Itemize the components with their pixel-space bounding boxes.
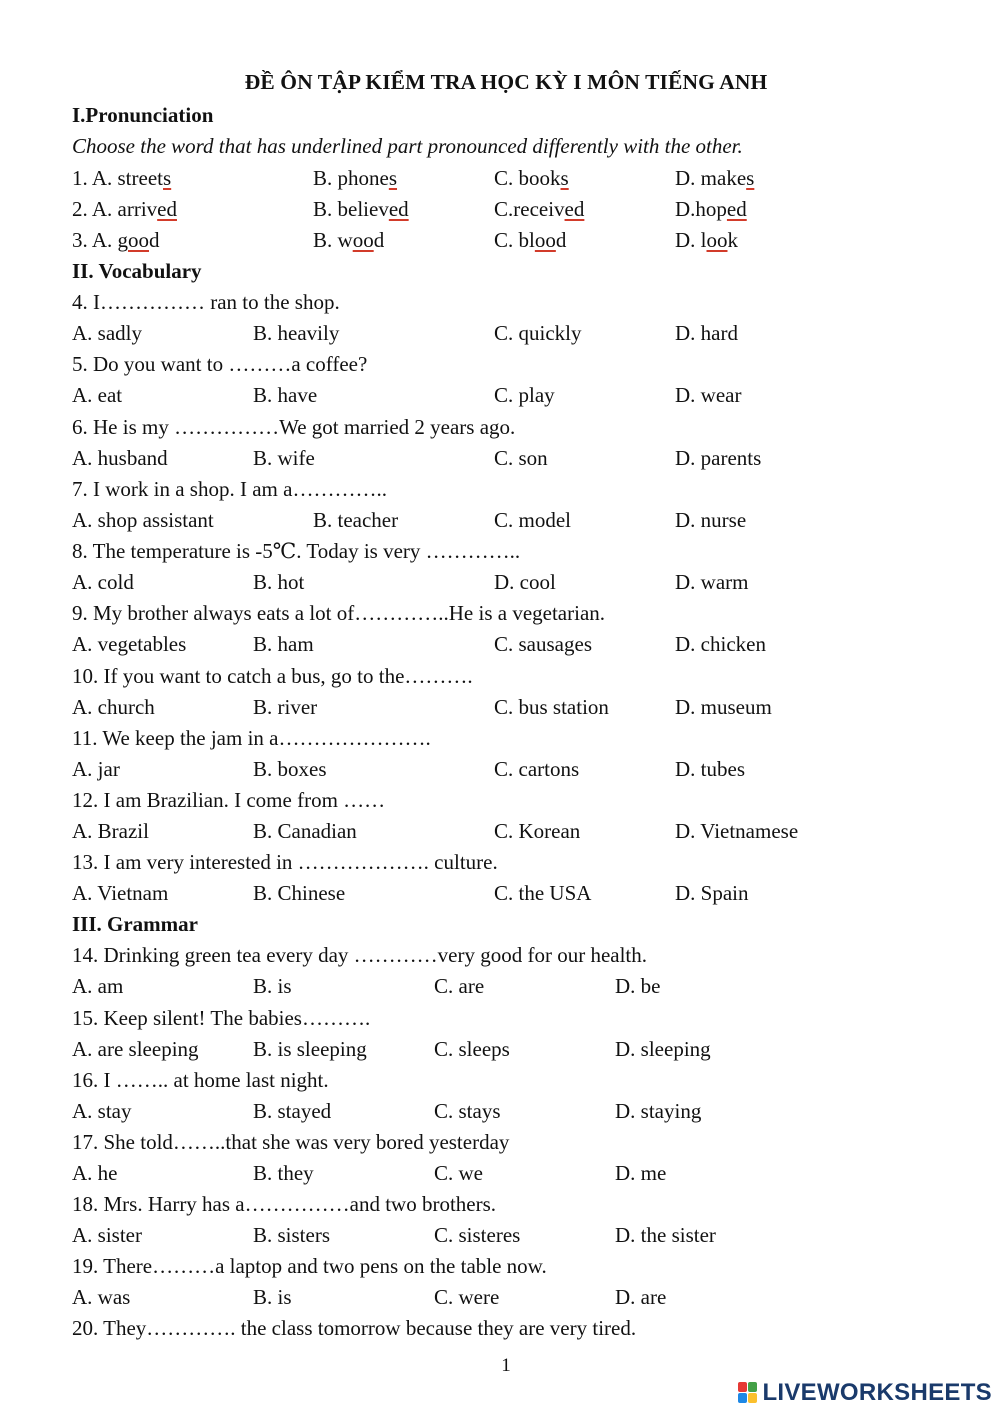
option-d[interactable]: D. are bbox=[615, 1285, 667, 1309]
option-c[interactable]: C. Korean bbox=[494, 819, 581, 843]
section-heading-vocabulary: II. Vocabulary bbox=[72, 259, 202, 283]
q3-option-c[interactable]: C. blood bbox=[494, 228, 567, 252]
option-c[interactable]: C. play bbox=[494, 383, 555, 407]
logo-square-yellow bbox=[748, 1393, 757, 1403]
option-a[interactable]: A. he bbox=[72, 1161, 118, 1185]
option-b[interactable]: B. Canadian bbox=[253, 819, 357, 843]
option-a[interactable]: A. eat bbox=[72, 383, 123, 407]
question-stem: 5. Do you want to ………a coffee? bbox=[72, 352, 368, 376]
option-a[interactable]: A. husband bbox=[72, 446, 168, 470]
option-b[interactable]: B. Chinese bbox=[253, 881, 346, 905]
question-stem: 18. Mrs. Harry has a……………and two brothers. bbox=[72, 1192, 497, 1216]
underlined-part: s bbox=[560, 166, 569, 190]
q2-option-c[interactable]: C.received bbox=[494, 197, 585, 221]
option-c[interactable]: C. model bbox=[494, 508, 571, 532]
question-stem: 10. If you want to catch a bus, go to the………. bbox=[72, 664, 473, 688]
underlined-part: oo bbox=[706, 228, 728, 252]
page-title: ĐỀ ÔN TẬP KIỂM TRA HỌC KỲ I MÔN TIẾNG ANH bbox=[244, 70, 768, 94]
option-c[interactable]: C. we bbox=[434, 1161, 483, 1185]
option-b[interactable]: B. is bbox=[253, 974, 292, 998]
logo-square-blue bbox=[738, 1393, 747, 1403]
option-a[interactable]: A. am bbox=[72, 974, 124, 998]
underlined-part: oo bbox=[128, 228, 150, 252]
option-b[interactable]: B. boxes bbox=[253, 757, 327, 781]
option-d[interactable]: D. the sister bbox=[615, 1223, 716, 1247]
logo-text: LIVEWORKSHEETS bbox=[762, 1379, 992, 1406]
question-stem: 20. They…………. the class tomorrow because they are very tired. bbox=[72, 1316, 637, 1340]
option-a[interactable]: A. cold bbox=[72, 570, 134, 594]
underlined-part: s bbox=[746, 166, 755, 190]
section-heading-grammar: III. Grammar bbox=[72, 912, 198, 936]
option-d[interactable]: D. be bbox=[615, 974, 661, 998]
q1-option-c[interactable]: C. books bbox=[494, 166, 569, 190]
option-d[interactable]: D. hard bbox=[675, 321, 738, 345]
option-b[interactable]: B. they bbox=[253, 1161, 314, 1185]
option-c[interactable]: C. sleeps bbox=[434, 1037, 510, 1061]
option-c[interactable]: C. bus station bbox=[494, 695, 609, 719]
option-d[interactable]: D. wear bbox=[675, 383, 742, 407]
question-stem: 15. Keep silent! The babies………. bbox=[72, 1006, 371, 1030]
option-a[interactable]: A. stay bbox=[72, 1099, 132, 1123]
option-b[interactable]: B. teacher bbox=[313, 508, 399, 532]
pronunciation-instruction: Choose the word that has underlined part pronounced differently with the other. bbox=[72, 134, 743, 158]
question-stem: 8. The temperature is -5℃. Today is very ………….. bbox=[72, 539, 521, 563]
underlined-part: oo bbox=[352, 228, 374, 252]
option-b[interactable]: B. sisters bbox=[253, 1223, 331, 1247]
question-stem: 9. My brother always eats a lot of…………..He is a vegetarian. bbox=[72, 601, 606, 625]
question-stem: 4. I…………… ran to the shop. bbox=[72, 290, 340, 314]
option-a[interactable]: A. church bbox=[72, 695, 155, 719]
question-stem: 17. She told……..that she was very bored yesterday bbox=[72, 1130, 510, 1154]
question-stem: 7. I work in a shop. I am a………….. bbox=[72, 477, 387, 501]
underlined-part: ed bbox=[726, 197, 747, 221]
underlined-part: oo bbox=[534, 228, 556, 252]
option-c[interactable]: C. were bbox=[434, 1285, 500, 1309]
logo-icon bbox=[738, 1382, 758, 1404]
option-b[interactable]: B. river bbox=[253, 695, 318, 719]
underlined-part: s bbox=[388, 166, 398, 190]
option-d[interactable]: D. museum bbox=[675, 695, 772, 719]
option-c[interactable]: C. son bbox=[494, 446, 548, 470]
option-b[interactable]: B. hot bbox=[253, 570, 305, 594]
option-a[interactable]: A. was bbox=[72, 1285, 131, 1309]
question-stem: 11. We keep the jam in a…………………. bbox=[72, 726, 431, 750]
option-a[interactable]: A. are sleeping bbox=[72, 1037, 199, 1061]
underlined-part: ed bbox=[388, 197, 409, 221]
option-a[interactable]: A. shop assistant bbox=[72, 508, 214, 532]
q1-option-b[interactable]: B. phones bbox=[313, 166, 398, 190]
liveworksheets-logo bbox=[738, 1378, 992, 1408]
option-c[interactable]: C. quickly bbox=[494, 321, 582, 345]
q1-option-d[interactable]: D. makes bbox=[675, 166, 755, 190]
option-a[interactable]: A. sister bbox=[72, 1223, 142, 1247]
option-a[interactable]: A. sadly bbox=[72, 321, 142, 345]
option-c[interactable]: C. stays bbox=[434, 1099, 501, 1123]
underlined-part: ed bbox=[564, 197, 585, 221]
option-c[interactable]: C. sisteres bbox=[434, 1223, 521, 1247]
q2-option-a[interactable]: 2. A. arrived bbox=[72, 197, 177, 221]
option-d[interactable]: D. nurse bbox=[675, 508, 747, 532]
option-b[interactable]: B. is bbox=[253, 1285, 292, 1309]
q3-option-b[interactable]: B. wood bbox=[313, 228, 385, 252]
logo-square-green bbox=[748, 1382, 757, 1392]
underlined-part: ed bbox=[157, 197, 177, 221]
option-a[interactable]: A. Vietnam bbox=[72, 881, 169, 905]
section-heading-pronunciation: I.Pronunciation bbox=[72, 103, 214, 127]
option-b[interactable]: B. wife bbox=[253, 446, 315, 470]
option-d[interactable]: D. chicken bbox=[675, 632, 766, 656]
option-b[interactable]: B. is sleeping bbox=[253, 1037, 367, 1061]
option-b[interactable]: B. ham bbox=[253, 632, 314, 656]
option-c[interactable]: D. cool bbox=[494, 570, 556, 594]
question-stem: 12. I am Brazilian. I come from …… bbox=[72, 788, 386, 812]
option-c[interactable]: C. cartons bbox=[494, 757, 580, 781]
question-stem: 13. I am very interested in ………………. culture. bbox=[72, 850, 498, 874]
option-d[interactable]: D. warm bbox=[675, 570, 749, 594]
option-b[interactable]: B. stayed bbox=[253, 1099, 332, 1123]
q2-option-d[interactable]: D.hoped bbox=[675, 197, 747, 221]
q1-option-a[interactable]: 1. A. streets bbox=[72, 166, 172, 190]
underlined-part: s bbox=[163, 166, 172, 190]
q3-option-a[interactable]: 3. A. good bbox=[72, 228, 160, 252]
option-d[interactable]: D. staying bbox=[615, 1099, 702, 1123]
option-c[interactable]: C. sausages bbox=[494, 632, 592, 656]
option-c[interactable]: C. are bbox=[434, 974, 485, 998]
question-stem: 6. He is my ……………We got married 2 years ago. bbox=[72, 415, 516, 439]
option-a[interactable]: A. jar bbox=[72, 757, 120, 781]
option-a[interactable]: A. Brazil bbox=[72, 819, 149, 843]
option-d[interactable]: D. tubes bbox=[675, 757, 745, 781]
q2-option-b[interactable]: B. believed bbox=[313, 197, 409, 221]
question-stem: 16. I …….. at home last night. bbox=[72, 1068, 329, 1092]
option-d[interactable]: D. me bbox=[615, 1161, 667, 1185]
option-d[interactable]: D. parents bbox=[675, 446, 762, 470]
option-b[interactable]: B. heavily bbox=[253, 321, 340, 345]
option-d[interactable]: D. Vietnamese bbox=[675, 819, 799, 843]
page-number: 1 bbox=[501, 1355, 511, 1376]
option-a[interactable]: A. vegetables bbox=[72, 632, 187, 656]
option-c[interactable]: C. the USA bbox=[494, 881, 592, 905]
question-stem: 19. There………a laptop and two pens on the table now. bbox=[72, 1254, 547, 1278]
q3-option-d[interactable]: D. look bbox=[675, 228, 738, 252]
question-stem: 14. Drinking green tea every day …………very good for our health. bbox=[72, 943, 647, 967]
option-d[interactable]: D. Spain bbox=[675, 881, 749, 905]
option-d[interactable]: D. sleeping bbox=[615, 1037, 711, 1061]
option-b[interactable]: B. have bbox=[253, 383, 318, 407]
logo-square-red bbox=[738, 1382, 747, 1392]
